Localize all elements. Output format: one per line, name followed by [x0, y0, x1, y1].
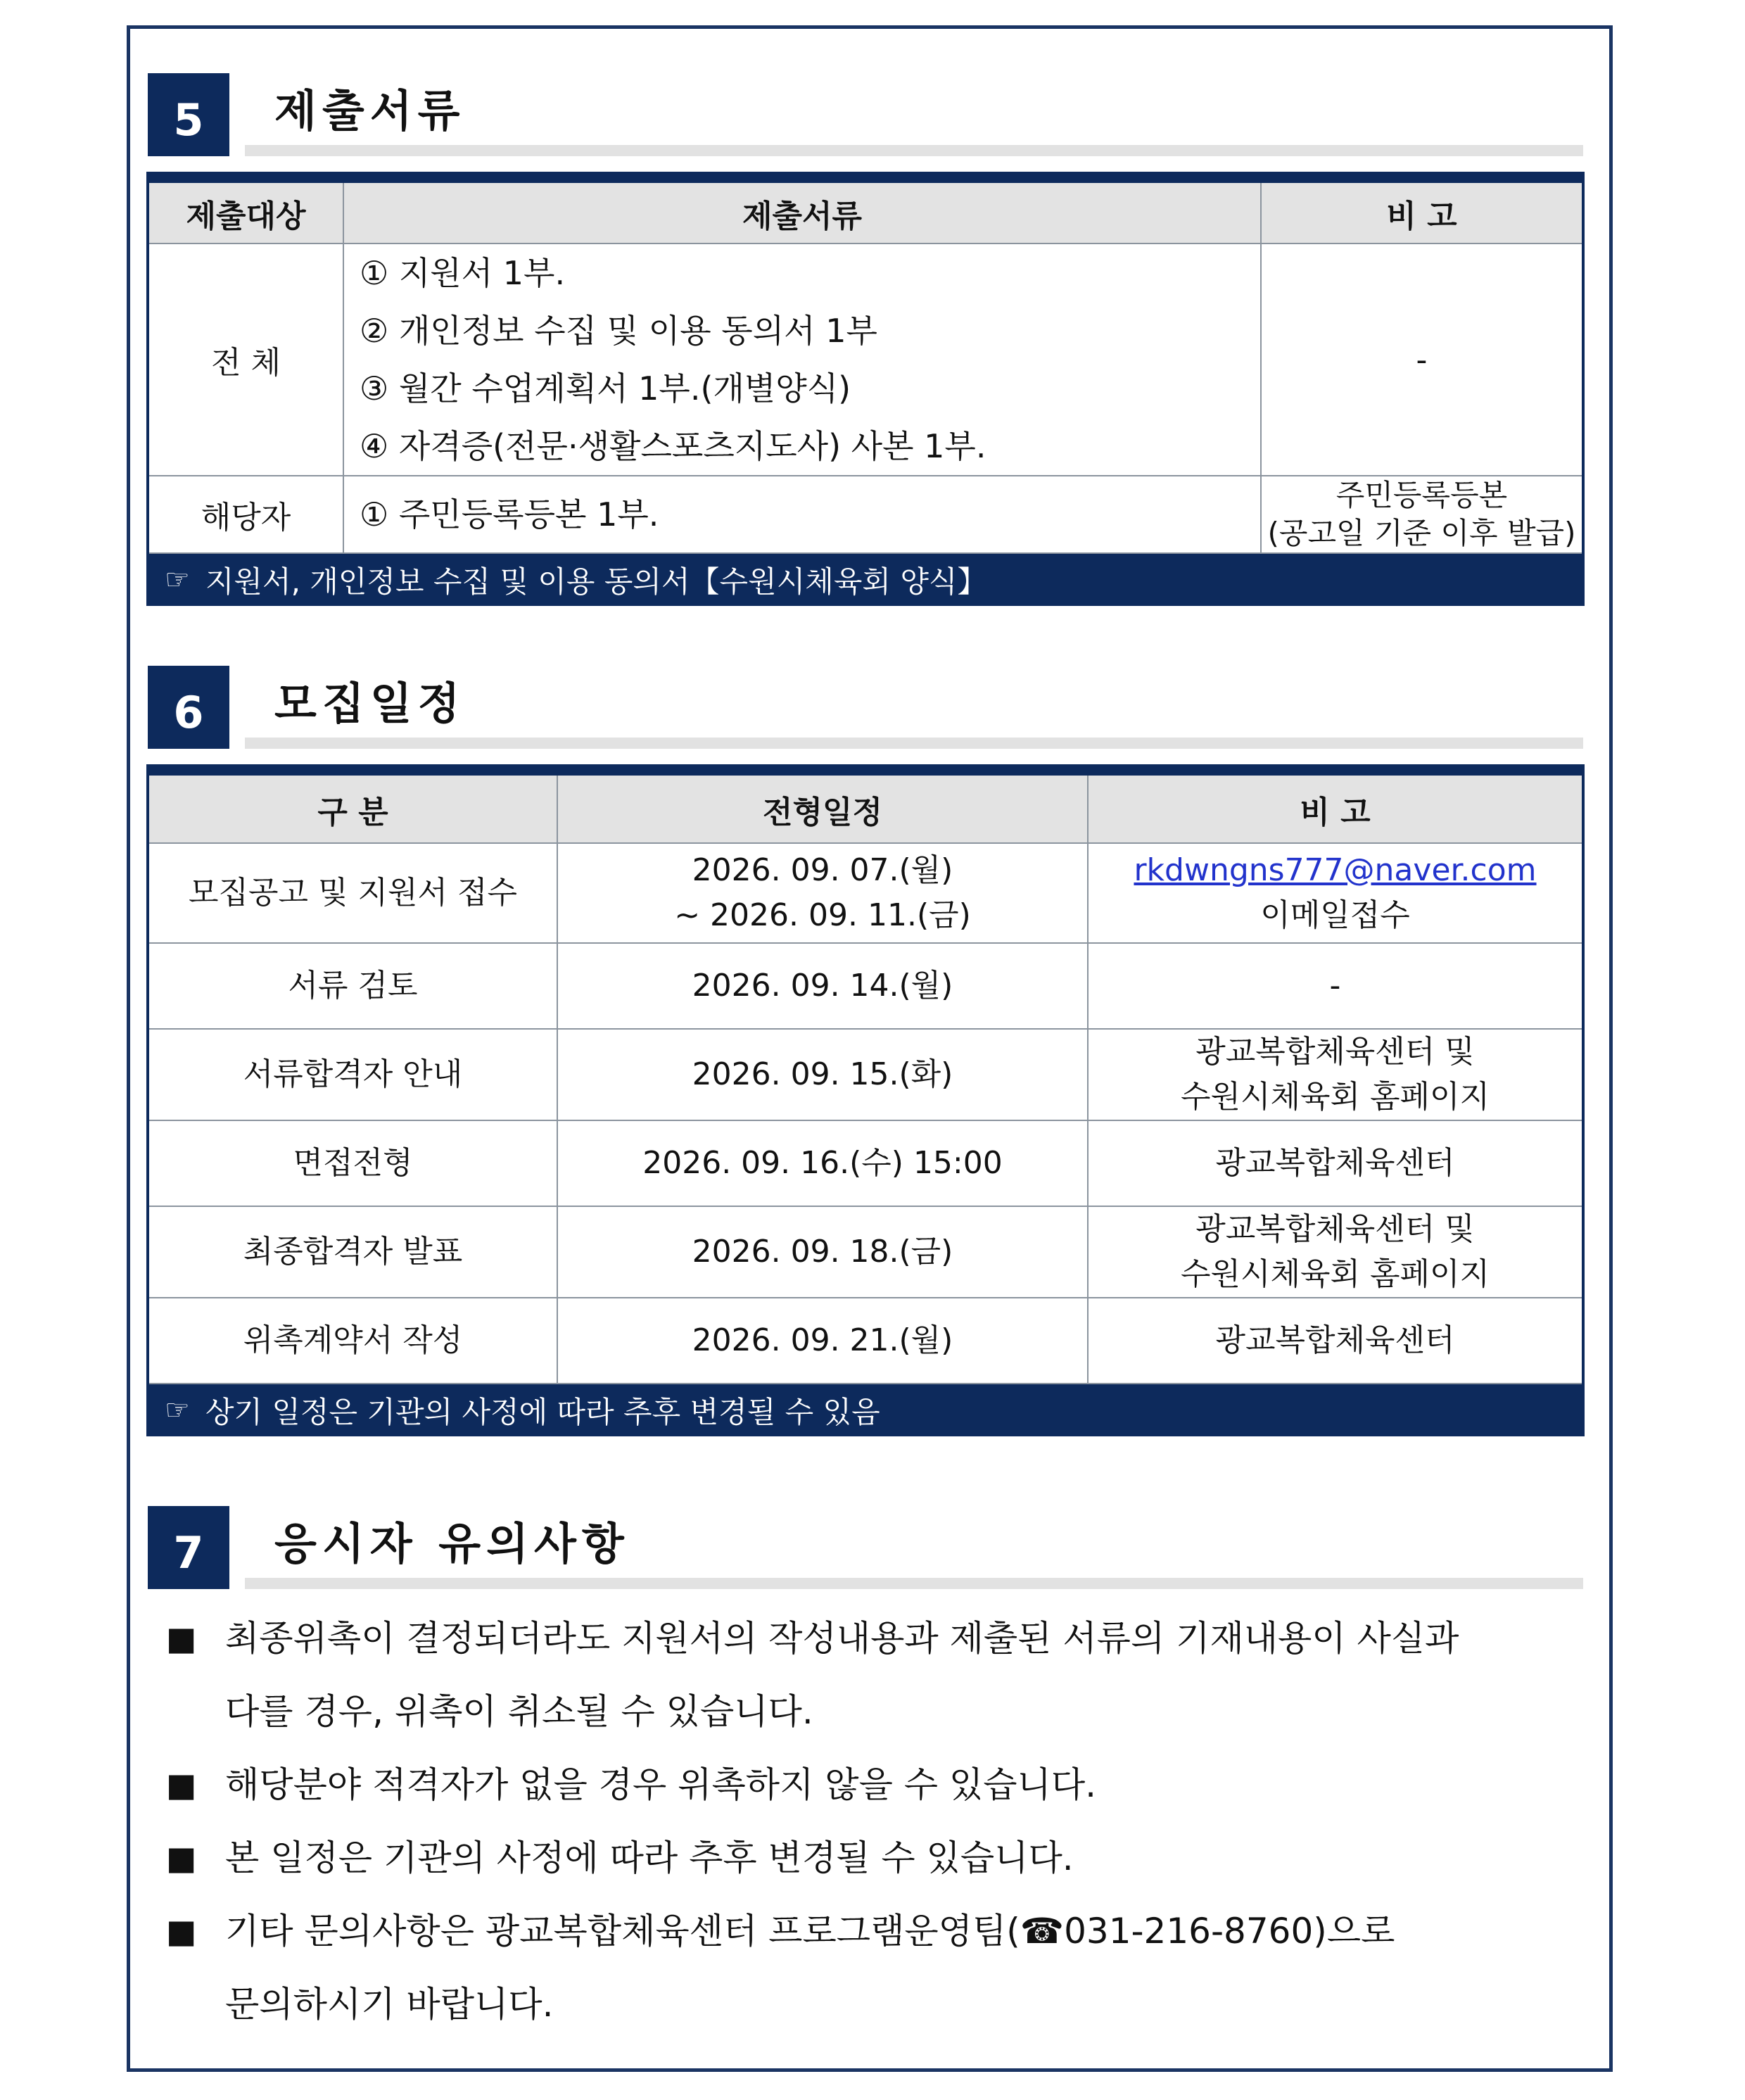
bullet-square-icon: ■	[166, 1912, 197, 1950]
remark-cell: 광교복합체육센터	[1088, 1120, 1582, 1206]
list-item: ① 주민등록등본 1부.	[360, 495, 659, 533]
remark-cell: -	[1088, 943, 1582, 1029]
table-row	[149, 1206, 1582, 1298]
item-cell: 서류합격자 안내	[149, 1029, 557, 1120]
date-cell: 2026. 09. 14.(월)	[557, 943, 1088, 1029]
notice-list	[166, 1602, 1573, 2041]
date-cell: 2026. 09. 21.(월)	[557, 1298, 1088, 1384]
table-note	[149, 554, 1582, 606]
date-cell: 2026. 09. 18.(금)	[557, 1206, 1088, 1298]
table-row	[149, 1298, 1582, 1384]
section-title: 응시자 유의사항	[274, 1518, 630, 1569]
email-link[interactable]: rkdwngns777@naver.com	[1134, 852, 1537, 888]
remark-cell: 광교복합체육센터	[1088, 1298, 1582, 1384]
table-row	[149, 843, 1582, 943]
table-row	[149, 1029, 1582, 1120]
table-row	[149, 476, 1582, 553]
section-underline	[245, 738, 1583, 749]
item-cell: 위촉계약서 작성	[149, 1298, 557, 1384]
list-item: ■ 기타 문의사항은 광교복합체육센터 프로그램운영팀(☎031-216-8760)으로 문의하시기 바랍니다.	[166, 1895, 1573, 2041]
list-item: ④ 자격증(전문·생활스포츠지도사) 사본 1부.	[360, 427, 986, 465]
date-cell: 2026. 09. 16.(수) 15:00	[557, 1120, 1088, 1206]
remark-cell: 광교복합체육센터 및 수원시체육회 홈페이지	[1088, 1206, 1582, 1298]
item-cell: 최종합격자 발표	[149, 1206, 557, 1298]
list-item: ② 개인정보 수집 및 이용 동의서 1부	[360, 312, 877, 350]
section-7-header	[148, 1506, 1583, 1589]
documents-cell	[343, 243, 1261, 476]
pointing-hand-icon: ☞	[165, 564, 190, 596]
note-text: 지원서, 개인정보 수집 및 이용 동의서【수원시체육회 양식】	[205, 564, 987, 599]
table-note	[149, 1384, 1582, 1436]
table-row	[149, 943, 1582, 1029]
documents-cell	[343, 476, 1261, 553]
date-cell: 2026. 09. 15.(화)	[557, 1029, 1088, 1120]
target-cell: 전 체	[149, 243, 343, 476]
col-header-documents: 제출서류	[343, 183, 1261, 243]
item-cell: 서류 검토	[149, 943, 557, 1029]
section-underline	[245, 145, 1583, 156]
documents-table	[146, 172, 1585, 606]
section-number: 5	[148, 73, 229, 156]
bullet-square-icon: ■	[166, 1766, 197, 1804]
section-5-header	[148, 73, 1583, 156]
schedule-table	[146, 764, 1585, 1436]
section-title: 모집일정	[274, 678, 466, 729]
note-text: 상기 일정은 기관의 사정에 따라 추후 변경될 수 있음	[205, 1395, 880, 1429]
col-header-target: 제출대상	[149, 183, 343, 243]
date-cell: 2026. 09. 07.(월) ~ 2026. 09. 11.(금)	[557, 843, 1088, 943]
remark-cell: 광교복합체육센터 및 수원시체육회 홈페이지	[1088, 1029, 1582, 1120]
section-number: 6	[148, 666, 229, 749]
section-number: 7	[148, 1506, 229, 1589]
item-cell: 면접전형	[149, 1120, 557, 1206]
section-title: 제출서류	[274, 85, 466, 137]
table-row	[149, 243, 1582, 476]
target-cell: 해당자	[149, 476, 343, 553]
list-item: ③ 월간 수업계획서 1부.(개별양식)	[360, 369, 851, 407]
col-header-item: 구 분	[149, 776, 557, 843]
bullet-square-icon: ■	[166, 1619, 197, 1657]
section-6-header	[148, 666, 1583, 749]
list-item: ■ 최종위촉이 결정되더라도 지원서의 작성내용과 제출된 서류의 기재내용이 사실과 다를 경우, 위촉이 취소될 수 있습니다.	[166, 1602, 1573, 1748]
item-cell: 모집공고 및 지원서 접수	[149, 843, 557, 943]
col-header-remark: 비 고	[1261, 183, 1582, 243]
list-item: ■ 해당분야 적격자가 없을 경우 위촉하지 않을 수 있습니다.	[166, 1748, 1573, 1821]
table-row	[149, 1120, 1582, 1206]
bullet-square-icon: ■	[166, 1839, 197, 1877]
list-item: ■ 본 일정은 기관의 사정에 따라 추후 변경될 수 있습니다.	[166, 1821, 1573, 1895]
remark-cell: -	[1261, 243, 1582, 476]
section-underline	[245, 1578, 1583, 1589]
remark-cell: rkdwngns777@naver.com 이메일접수	[1088, 843, 1582, 943]
list-item: ① 지원서 1부.	[360, 254, 566, 292]
pointing-hand-icon: ☞	[165, 1394, 190, 1427]
col-header-remark: 비 고	[1088, 776, 1582, 843]
col-header-date: 전형일정	[557, 776, 1088, 843]
remark-cell: 주민등록등본 (공고일 기준 이후 발급)	[1261, 476, 1582, 553]
